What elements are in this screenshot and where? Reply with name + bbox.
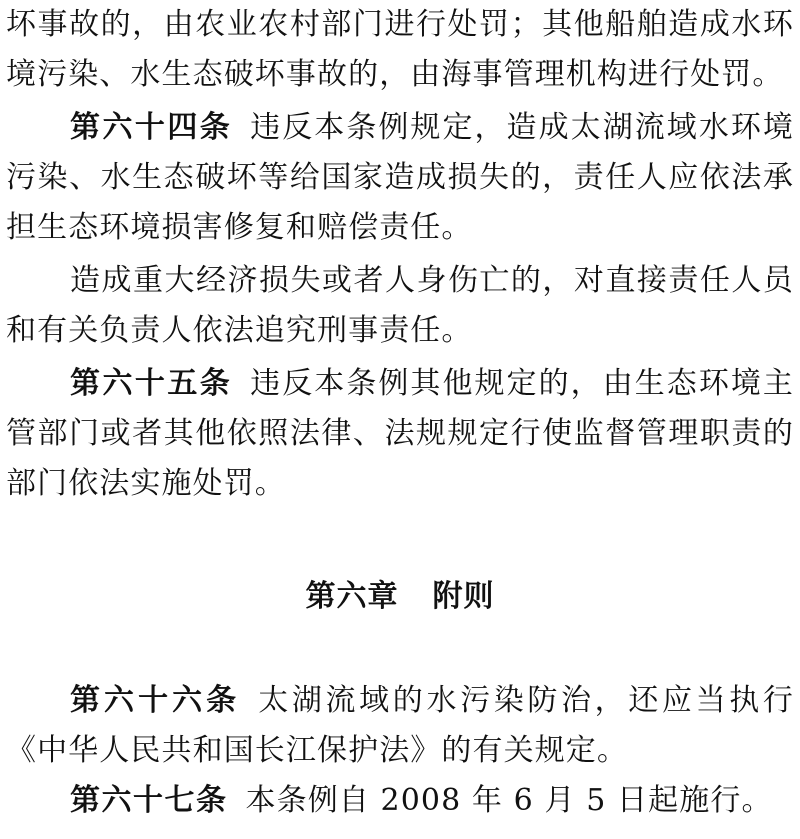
article-66 xyxy=(6,676,794,776)
article-number: 第六十四条 xyxy=(70,110,233,145)
article-text: 本条例自 2008 年 6 月 5 日起施行。 xyxy=(245,783,773,818)
article-65 xyxy=(6,359,794,509)
article-text: 太湖流域的水污染防治，还应当执行《中华人民共和国长江保护法》的有关规定。 xyxy=(6,683,795,768)
chapter-heading xyxy=(0,572,800,622)
paragraph-continuation xyxy=(6,0,794,100)
article-number: 第六十五条 xyxy=(70,366,233,401)
chapter-title: 附则 xyxy=(432,579,495,614)
article-text: 违反本条例规定，造成太湖流域水环境污染、水生态破坏等给国家造成损失的，责任人应依法承担生态环境损害修复和赔偿责任。 xyxy=(6,110,795,245)
article-67 xyxy=(6,776,794,826)
article-64 xyxy=(6,103,794,253)
chapter-number: 第六章 xyxy=(305,579,399,614)
paragraph-text: 造成重大经济损失或者人身伤亡的，对直接责任人员和有关负责人依法追究刑事责任。 xyxy=(6,263,794,348)
paragraph-liability xyxy=(6,256,794,356)
article-number: 第六十六条 xyxy=(70,683,241,718)
paragraph-text: 坏事故的，由农业农村部门进行处罚；其他船舶造成水环境污染、水生态破坏事故的，由海事管理机构进行处罚。 xyxy=(6,7,794,92)
article-text: 违反本条例其他规定的，由生态环境主管部门或者其他依照法律、法规规定行使监督管理职责的部门依法实施处罚。 xyxy=(6,366,795,501)
article-number: 第六十七条 xyxy=(70,783,228,818)
